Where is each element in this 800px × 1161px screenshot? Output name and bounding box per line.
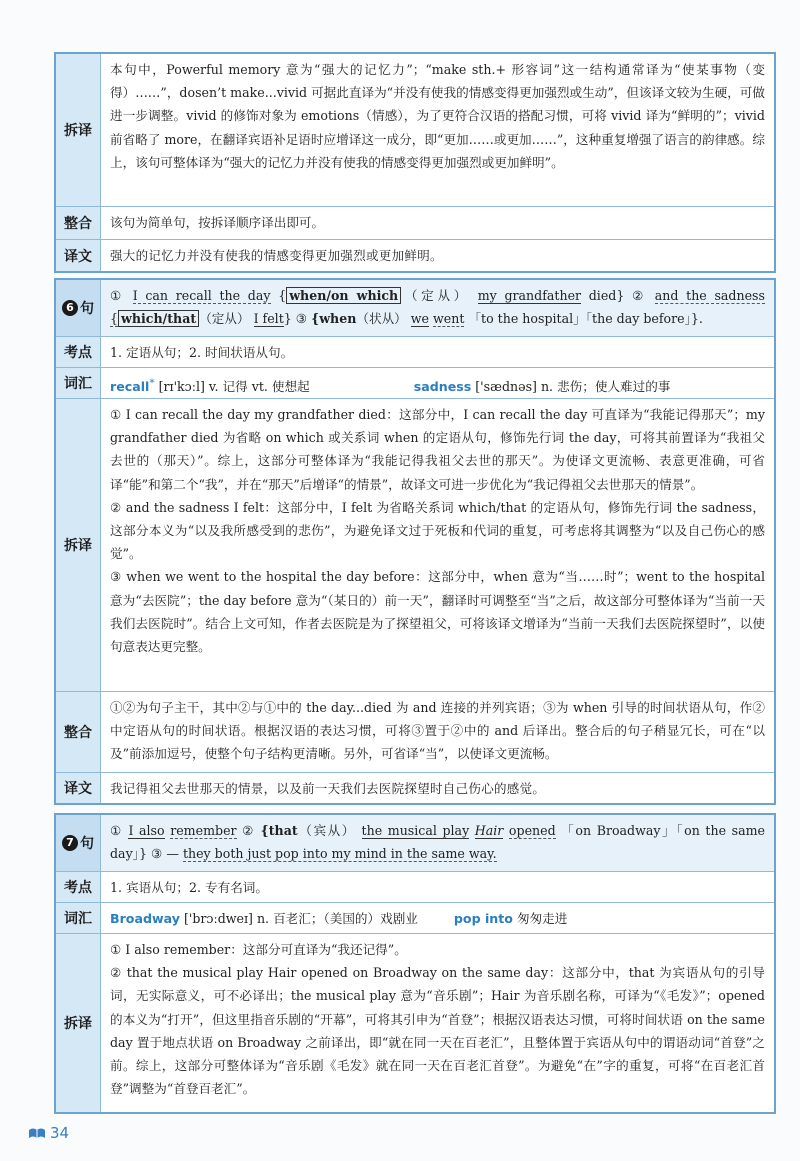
star-mark: * xyxy=(149,377,155,389)
content-kaodian: 1. 定语从句；2. 时间状语从句。 xyxy=(110,345,294,360)
label-sentence xyxy=(56,815,101,871)
label-chaiyi: 拆译 xyxy=(56,54,101,206)
clause-marker-1: ① xyxy=(110,288,125,303)
conjunction: {when xyxy=(311,311,357,327)
page-number xyxy=(28,1124,69,1142)
content-sentence: ① I can recall the day { when/on which （定从） my grandfather died} ② and the sadness { which/that （定从） I felt} ③ {when（状从） we went 「to the hospital」「the day before」}. xyxy=(101,280,774,336)
verb-dashed: opened xyxy=(508,823,556,838)
paragraph: ② that the musical play Hair opened on Broadway on the same day：这部分中，that 为宾语从句的引导词，无实际意义，可不必译出；the musical play 意为“音乐剧”；Hair 为音乐剧名称，可译为“《毛发》”；opened 的本义为“打开”，但这里指音乐剧的“开幕”，可将其引申为“首登”；根据汉语表达习惯，可将时间状语 on the same day 置于地点状语 on Broadway 之前译出，即“就在同一天在百老汇”，且整体置于宾语从句中的谓语动词“首登”之前。综上，这部分可整体译为“音乐剧《毛发》就在同一天在百老汇首登”。为避免“在”字的重复，可将“在百老汇首登”调整为“首登百老汇”。 xyxy=(110,965,765,1097)
paragraph: ② and the sadness I felt：这部分中，I felt 为省略关系词 which/that 的定语从句，修饰先行词 the sadness，这部分本义为“以及我所感受到的悲伤”，为避免译文过于死板和代词的重复，可考虑将其调整为“以及自己伤心的感觉”。 xyxy=(110,499,765,562)
subject-underline: the musical play xyxy=(361,823,470,838)
label-cihui: 词汇 xyxy=(56,903,101,933)
label-chaiyi: 拆译 xyxy=(56,399,101,691)
sentence-part: and the sadness { xyxy=(110,288,765,327)
clause-type: （定从） xyxy=(199,311,250,327)
row-chaiyi xyxy=(56,934,774,1112)
row-chaiyi xyxy=(56,54,774,207)
block-1 xyxy=(54,52,776,273)
subject-underline: we xyxy=(410,311,429,327)
subject-underline: I felt xyxy=(253,311,284,327)
content-yiwen: 强大的记忆力并没有使我的情感变得更加强烈或更加鲜明。 xyxy=(110,248,443,263)
vocab-definition: ['brɔːdweɪ] n. 百老汇；（美国的）戏剧业 xyxy=(183,911,418,926)
subject-underline: my grandfather xyxy=(477,288,582,303)
verb-dashed: went xyxy=(433,311,465,327)
content-chaiyi xyxy=(101,399,774,691)
label-kaodian: 考点 xyxy=(56,872,101,902)
paragraph: ③ when we went to the hospital the day before：这部分中，when 意为“当……时”；went to the hospital 意为“去医院”；the day before 意为“（某日的）前一天”，翻译时可调整至“当”之后，故这部分可整体译为“当前一天我们去医院时”。结合上文可知，作者去医院是为了探望祖父，可将该译文增译为“当前一天我们去医院探望时”，以使句意表达更完整。 xyxy=(110,569,765,655)
row-chaiyi xyxy=(56,399,774,692)
sentence-part: — xyxy=(166,846,179,862)
content-sentence xyxy=(101,815,774,871)
row-kaodian xyxy=(56,872,774,903)
label-kaodian: 考点 xyxy=(56,337,101,367)
row-zhenghe xyxy=(56,207,774,240)
sentence-part: they both just pop into my mind in the same way. xyxy=(182,846,497,862)
sentence-label: 句 xyxy=(80,836,94,852)
sentence-part: 「on Broadway」「on the same day」} xyxy=(110,823,765,862)
clause-marker-1: ① xyxy=(110,823,123,838)
block-3 xyxy=(54,813,776,1114)
clause-type: （状从） xyxy=(356,311,407,327)
sentence-number: 6 xyxy=(62,300,78,316)
row-yiwen xyxy=(56,240,774,271)
clause-marker-2: ② xyxy=(632,288,648,303)
vocab-definition: ['sædnəs] n. 悲伤；使人难过的事 xyxy=(475,379,671,395)
row-yiwen xyxy=(56,773,774,803)
row-sentence xyxy=(56,280,774,337)
row-zhenghe xyxy=(56,692,774,773)
sentence-part: I can recall the day xyxy=(132,288,271,303)
relative-word-box: which/that xyxy=(118,310,199,327)
content-zhenghe: ①②为句子主干，其中②与①中的 the day...died 为 and 连接的并列宾语；③为 when 引导的时间状语从句，作②中定语从句的时间状语。根据汉语的表达习惯，可将③置于②中的 and 后译出。整合后的句子稍显冗长，可在“以及”前添加逗号，使整个句子结构更清晰。另外，可省译“当”，以使译文更流畅。 xyxy=(110,700,765,762)
title-italic: Hair xyxy=(474,823,504,838)
vocab-word: recall xyxy=(110,379,150,395)
content-cihui xyxy=(101,368,774,398)
clause-marker-2: ② xyxy=(242,823,256,838)
row-cihui xyxy=(56,903,774,934)
label-sentence xyxy=(56,280,101,336)
content-yiwen: 我记得祖父去世那天的情景，以及前一天我们去医院探望时自己伤心的感觉。 xyxy=(110,781,546,796)
content-kaodian: 1. 宾语从句；2. 专有名词。 xyxy=(110,880,268,895)
row-kaodian xyxy=(56,337,774,368)
label-zhenghe: 整合 xyxy=(56,692,101,772)
sentence-number: 7 xyxy=(62,835,78,851)
verb-dashed: remember xyxy=(170,823,237,838)
sentence-part: } xyxy=(283,311,292,327)
label-yiwen: 译文 xyxy=(56,240,101,271)
block-2 xyxy=(54,278,776,805)
sentence-label: 句 xyxy=(80,301,94,317)
clause-marker-3: ③ xyxy=(295,311,308,327)
vocab-definition: [rɪ'kɔːl] v. 记得 vt. 使想起 xyxy=(158,379,310,395)
vocab-word: sadness xyxy=(413,379,472,395)
clause-type: （宾从） xyxy=(297,823,356,838)
vocab-definition: 匆匆走进 xyxy=(516,911,568,926)
vocab-word: pop into xyxy=(453,911,513,926)
content-chaiyi: 本句中，Powerful memory 意为“强大的记忆力”；“make sth.+ 形容词”这一结构通常译为“使某事物（变得）……”，dosen’t make...vivid 可据此直译为“并没有使我的情感变得更加强烈或生动”，但该译文较为生硬，可做进一步调整。vivid 的修饰对象为 emotions（情感），为了更符合汉语的搭配习惯，可将 vivid 译为“鲜明的”；vivid 前省略了 more，在翻译宾语补足语时应增译这一成分，即“更加……或更加……”，这种重复增强了语言的韵律感。综上，该句可整体译为“强大的记忆力并没有使我的情感变得更加强烈或更加鲜明”。 xyxy=(110,62,765,170)
paragraph: ① I can recall the day my grandfather died：这部分中，I can recall the day 可直译为“我能记得那天”；my grandfather died 为省略 on which 或关系词 when 的定语从句，修饰先行词 the day，可将其前置译为“我祖父去世的（那天）”。综上，这部分可整体译为“我能记得我祖父去世的那天”。为使译文更流畅、表意更准确，可省译“能”和第二个“我”，并在“那天”后增译“的情景”，故译文可进一步优化为“我记得祖父去世那天的情景”。 xyxy=(110,407,765,492)
page-number-text: 34 xyxy=(50,1124,70,1142)
sentence-part: 「to the hospital」「the day before」}. xyxy=(468,311,703,327)
relative-word-box: when/on which xyxy=(286,287,401,304)
clause-type: （定从） xyxy=(401,288,471,303)
label-chaiyi: 拆译 xyxy=(56,934,101,1112)
subject-underline: I also xyxy=(128,823,165,838)
content-cihui xyxy=(101,903,774,933)
label-yiwen: 译文 xyxy=(56,773,101,803)
clause-marker-3: ③ xyxy=(151,846,163,862)
row-sentence xyxy=(56,815,774,872)
row-cihui xyxy=(56,368,774,399)
label-zhenghe: 整合 xyxy=(56,207,101,239)
paragraph: ① I also remember：这部分可直译为“我还记得”。 xyxy=(110,942,407,957)
sentence-part: died} xyxy=(588,288,625,303)
vocab-word: Broadway xyxy=(110,911,180,926)
label-cihui: 词汇 xyxy=(56,368,101,398)
book-icon xyxy=(28,1127,46,1139)
conjunction: {that xyxy=(260,823,298,838)
content-zhenghe: 该句为简单句，按拆译顺序译出即可。 xyxy=(110,215,325,230)
content-chaiyi xyxy=(101,934,774,1112)
